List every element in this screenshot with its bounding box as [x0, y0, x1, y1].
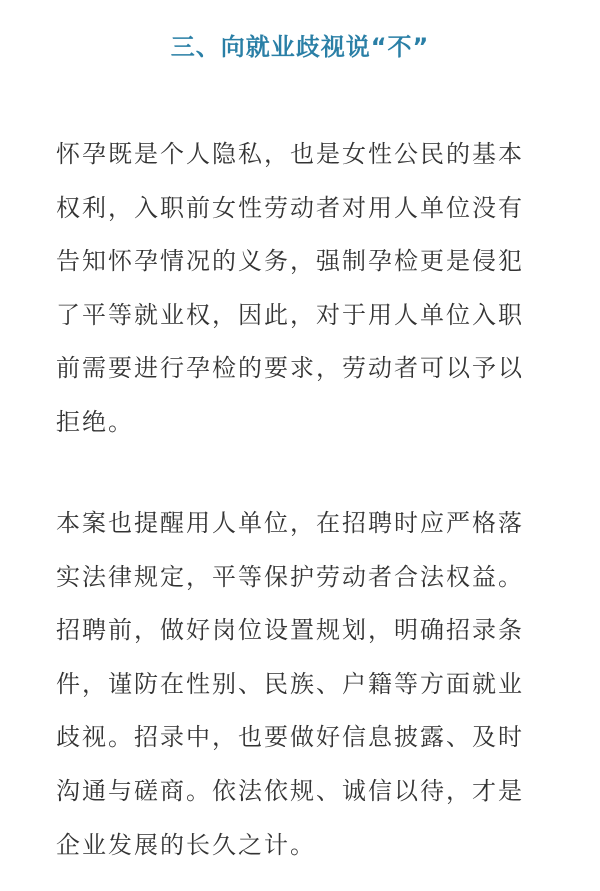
paragraph-line: 件，谨防在性别、民族、户籍等方面就业: [56, 669, 524, 698]
paragraph-line: 本案也提醒用人单位，在招聘时应严格落: [56, 509, 524, 537]
paragraph-line: 了平等就业权，因此，对于用人单位入职: [56, 300, 524, 329]
paragraph-pregnancy-privacy: [56, 128, 556, 450]
section-title: 三、向就业歧视说“不”: [170, 33, 430, 61]
paragraph-employer-reminder: [56, 497, 556, 872]
paragraph-line: 拒绝。: [56, 407, 134, 436]
paragraph-line: 怀孕既是个人隐私，也是女性公民的基本: [56, 140, 524, 168]
paragraph-line: 权利，入职前女性劳动者对用人单位没有: [56, 193, 524, 222]
paragraph-line: 招聘前，做好岗位设置规划，明确招录条: [56, 616, 524, 645]
paragraph-line: 前需要进行孕检的要求，劳动者可以予以: [56, 354, 524, 383]
paragraph-line: 告知怀孕情况的义务，强制孕检更是侵犯: [56, 247, 524, 276]
paragraph-line: 实法律规定，平等保护劳动者合法权益。: [56, 562, 524, 591]
paragraph-line: 歧视。招录中，也要做好信息披露、及时: [56, 723, 524, 752]
paragraph-line: 沟通与磋商。依法依规、诚信以待，才是: [56, 776, 524, 805]
paragraph-line: 企业发展的长久之计。: [56, 830, 316, 859]
